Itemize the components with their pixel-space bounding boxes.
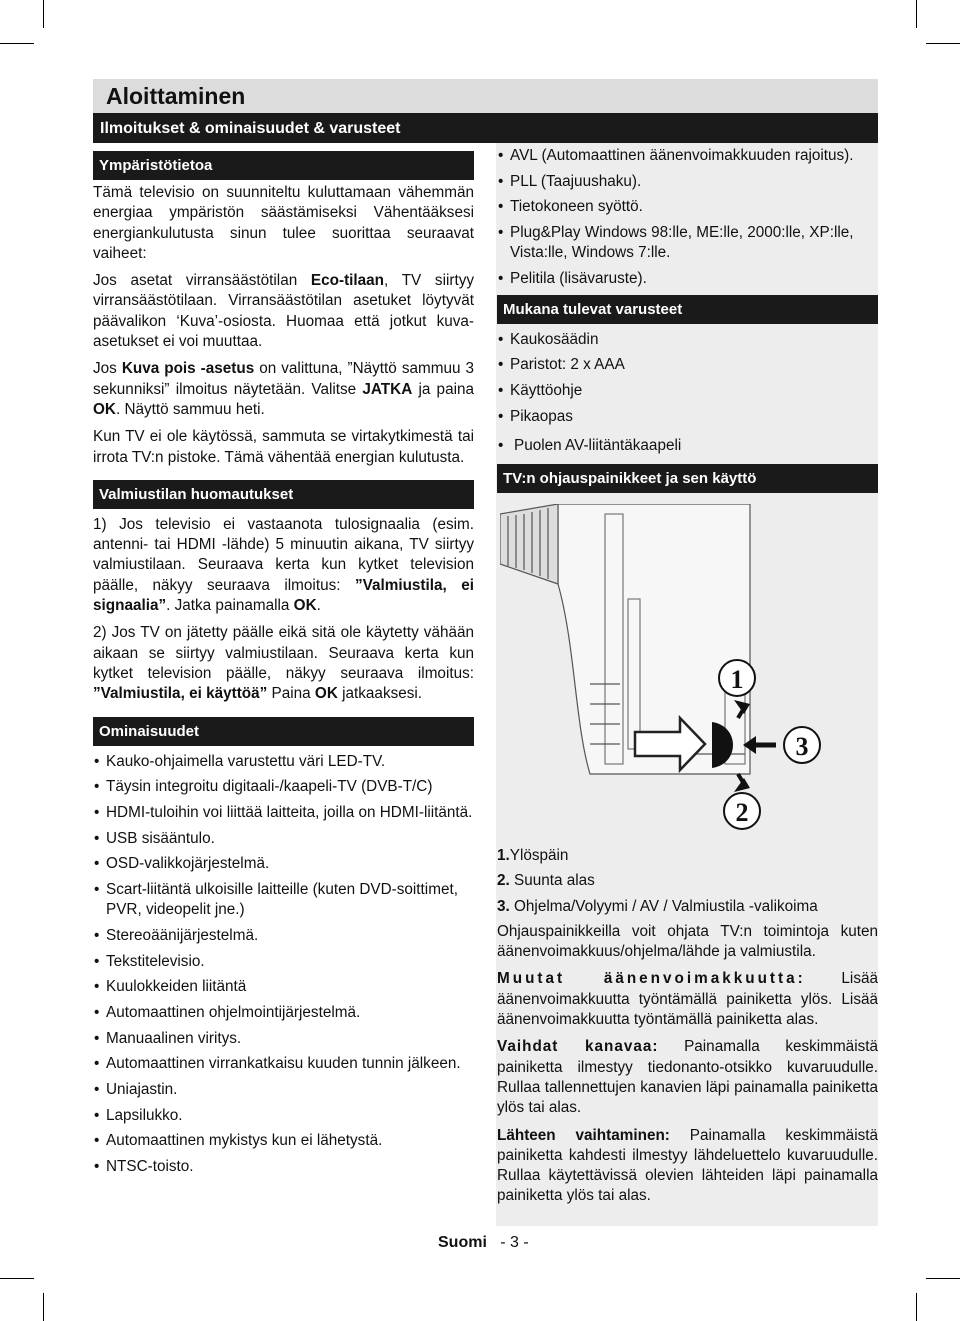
callout-1 (719, 660, 755, 696)
crop-mark (926, 43, 960, 44)
section-heading-controls: TV:n ohjauspainikkeet ja sen käyttö (497, 464, 878, 493)
callout-2 (724, 793, 760, 829)
list-item: • OSD-valikkojärjestelmä. (93, 854, 474, 874)
page-title: Aloittaminen (106, 83, 246, 109)
footer-language: Suomi (438, 1234, 487, 1251)
list-item: • Automaattinen mykistys kun ei lähetystä. (93, 1131, 474, 1151)
features-list (93, 752, 474, 1178)
right-column (497, 146, 878, 499)
controls-list (497, 846, 878, 917)
crop-mark (916, 1293, 917, 1321)
standby-paragraph-2: 2) Jos TV on jätetty päälle eikä sitä ole käytetty vähään aikaan se siirtyy valmiustilaan. Seuraava kerta kun kytket television päälle, näkyy seuraava ilmoitus: ”Valmiustila, ei käyttöä” Paina OK jatkaaksesi. (93, 624, 474, 703)
page-number: - 3 - (500, 1234, 529, 1251)
list-item: 3. Ohjelma/Volyymi / AV / Valmiustila -valikoima (497, 897, 818, 915)
list-item: • Lapsilukko. (93, 1106, 474, 1126)
tv-controls-diagram (500, 504, 830, 839)
channel-paragraph: Vaihdat kanavaa: Painamalla keskimmäistä painiketta ilmestyy tiedonanto-otsikko kuvaruudulle. Rullaa tallennettujen kanavien läpi painamalla painiketta ylös tai alas. (497, 1038, 878, 1117)
crop-mark (0, 43, 34, 44)
list-item: • Täysin integroitu digitaali-/kaapeli-TV (DVB-T/C) (93, 777, 474, 797)
list-item: • Manuaalinen viritys. (93, 1029, 474, 1049)
callout-1-label: 1 (730, 665, 744, 694)
list-item: • NTSC-toisto. (93, 1157, 474, 1177)
callout-3-label: 3 (795, 732, 809, 761)
standby-paragraph-1: 1) Jos televisio ei vastaanota tulosignaalia (esim. antenni- tai HDMI -lähde) 5 minuutin aikana, TV siirtyy valmiustilaan. Seuraava kerta kun kytket television päälle, näkyy seuraava ilmoitus: ”Valmiustila, ei signaalia”. Jatka painamalla OK. (93, 515, 474, 615)
list-item: • Kaukosäädin (497, 330, 878, 350)
env-paragraph-1: Tämä televisio on suunniteltu kuluttamaan vähemmän energiaa ympäristön säästämiseksi Vähentääksesi energiankulutusta sinun tulee suorittaa seuraavat vaiheet: (93, 184, 474, 262)
crop-mark (926, 1278, 960, 1279)
list-item: • USB sisääntulo. (93, 829, 474, 849)
crop-mark (916, 0, 917, 28)
list-item: • Kuulokkeiden liitäntä (93, 977, 474, 997)
list-item: • Pikaopas (497, 407, 878, 427)
list-item: • Automaattinen ohjelmointijärjestelmä. (93, 1003, 474, 1023)
callout-3 (784, 727, 820, 763)
main-heading: Ilmoitukset & ominaisuudet & varusteet (100, 120, 401, 137)
list-item: • Paristot: 2 x AAA (497, 355, 878, 375)
env-paragraph-4: Kun TV ei ole käytössä, sammuta se virtakytkimestä tai irrota TV:n pistoke. Tämä vähentää energian kulutusta. (93, 428, 474, 466)
features-list-continued (497, 146, 878, 289)
list-item: • Käyttöohje (497, 381, 878, 401)
left-column (93, 151, 474, 1183)
crop-mark (43, 1293, 44, 1321)
crop-mark (0, 1278, 34, 1279)
env-paragraph-2: Jos asetat virransäästötilan Eco-tilaan, TV siirtyy virransäästötilaan. Virransäästötilan asetuket löytyvät päävalikon ‘Kuva’-osiosta. Huomaa että jotkut kuva-asetukset ei voi muuttaa. (93, 272, 475, 351)
list-item: • Automaattinen virrankatkaisu kuuden tunnin jälkeen. (93, 1054, 474, 1074)
page-footer (438, 1234, 529, 1252)
list-item: • Tietokoneen syöttö. (497, 197, 878, 217)
list-item: • Uniajastin. (93, 1080, 474, 1100)
list-item: 1.Ylöspäin (497, 847, 569, 864)
list-item: • PLL (Taajuushaku). (497, 172, 878, 192)
section-heading-accessories: Mukana tulevat varusteet (497, 295, 878, 324)
list-item: • Scart-liitäntä ulkoisille laitteille (kuten DVD-soittimet, PVR, videopelit jne.) (93, 880, 474, 921)
list-item: • Kauko-ohjaimella varustettu väri LED-TV. (93, 752, 474, 772)
controls-text (497, 846, 878, 1214)
section-heading-environment: Ympäristötietoa (93, 151, 474, 180)
list-item: • HDMI-tuloihin voi liittää laitteita, joilla on HDMI-liitäntä. (93, 803, 474, 823)
list-item: • AVL (Automaattinen äänenvoimakkuuden rajoitus). (497, 146, 878, 166)
callout-2-label: 2 (735, 798, 749, 827)
list-item: • Puolen AV-liitäntäkaapeli (497, 436, 878, 456)
env-paragraph-3: Jos Kuva pois -asetus on valittuna, ”Näyttö sammuu 3 sekunniksi” ilmoitus näytetään. Valitse JATKA ja paina OK. Näyttö sammuu heti. (93, 360, 474, 418)
crop-mark (43, 0, 44, 28)
source-paragraph: Lähteen vaihtaminen: Painamalla keskimmäistä painiketta kahdesti ilmestyy lähdeluettelo kuvaruudulle. Rullaa käytettävissä olevien lähteiden läpi painamalla painiketta ylös tai alas. (497, 1126, 878, 1205)
page-title-bar (93, 79, 878, 113)
section-heading-features: Ominaisuudet (93, 717, 474, 746)
controls-paragraph: Ohjauspainikkeilla voit ohjata TV:n toimintoja kuten äänenvoimakkuus/ohjelma/lähde ja valmiustila. (497, 922, 878, 961)
list-item: 2. Suunta alas (497, 872, 595, 890)
accessories-list (497, 330, 878, 457)
list-item: • Stereoäänijärjestelmä. (93, 926, 474, 946)
list-item: • Pelitila (lisävaruste). (497, 269, 878, 289)
section-heading-standby: Valmiustilan huomautukset (93, 480, 474, 509)
volume-paragraph: Muutat äänenvoimakkuutta: Lisää äänenvoimakkuutta työntämällä painiketta ylös. Lisää äänenvoimakkuutta työntämällä painiketta alas. (497, 970, 878, 1029)
list-item: • Tekstitelevisio. (93, 952, 474, 972)
main-heading-bar (93, 113, 878, 143)
list-item: • Plug&Play Windows 98:lle, ME:lle, 2000:lle, XP:lle, Vista:lle, Windows 7:lle. (497, 223, 878, 264)
